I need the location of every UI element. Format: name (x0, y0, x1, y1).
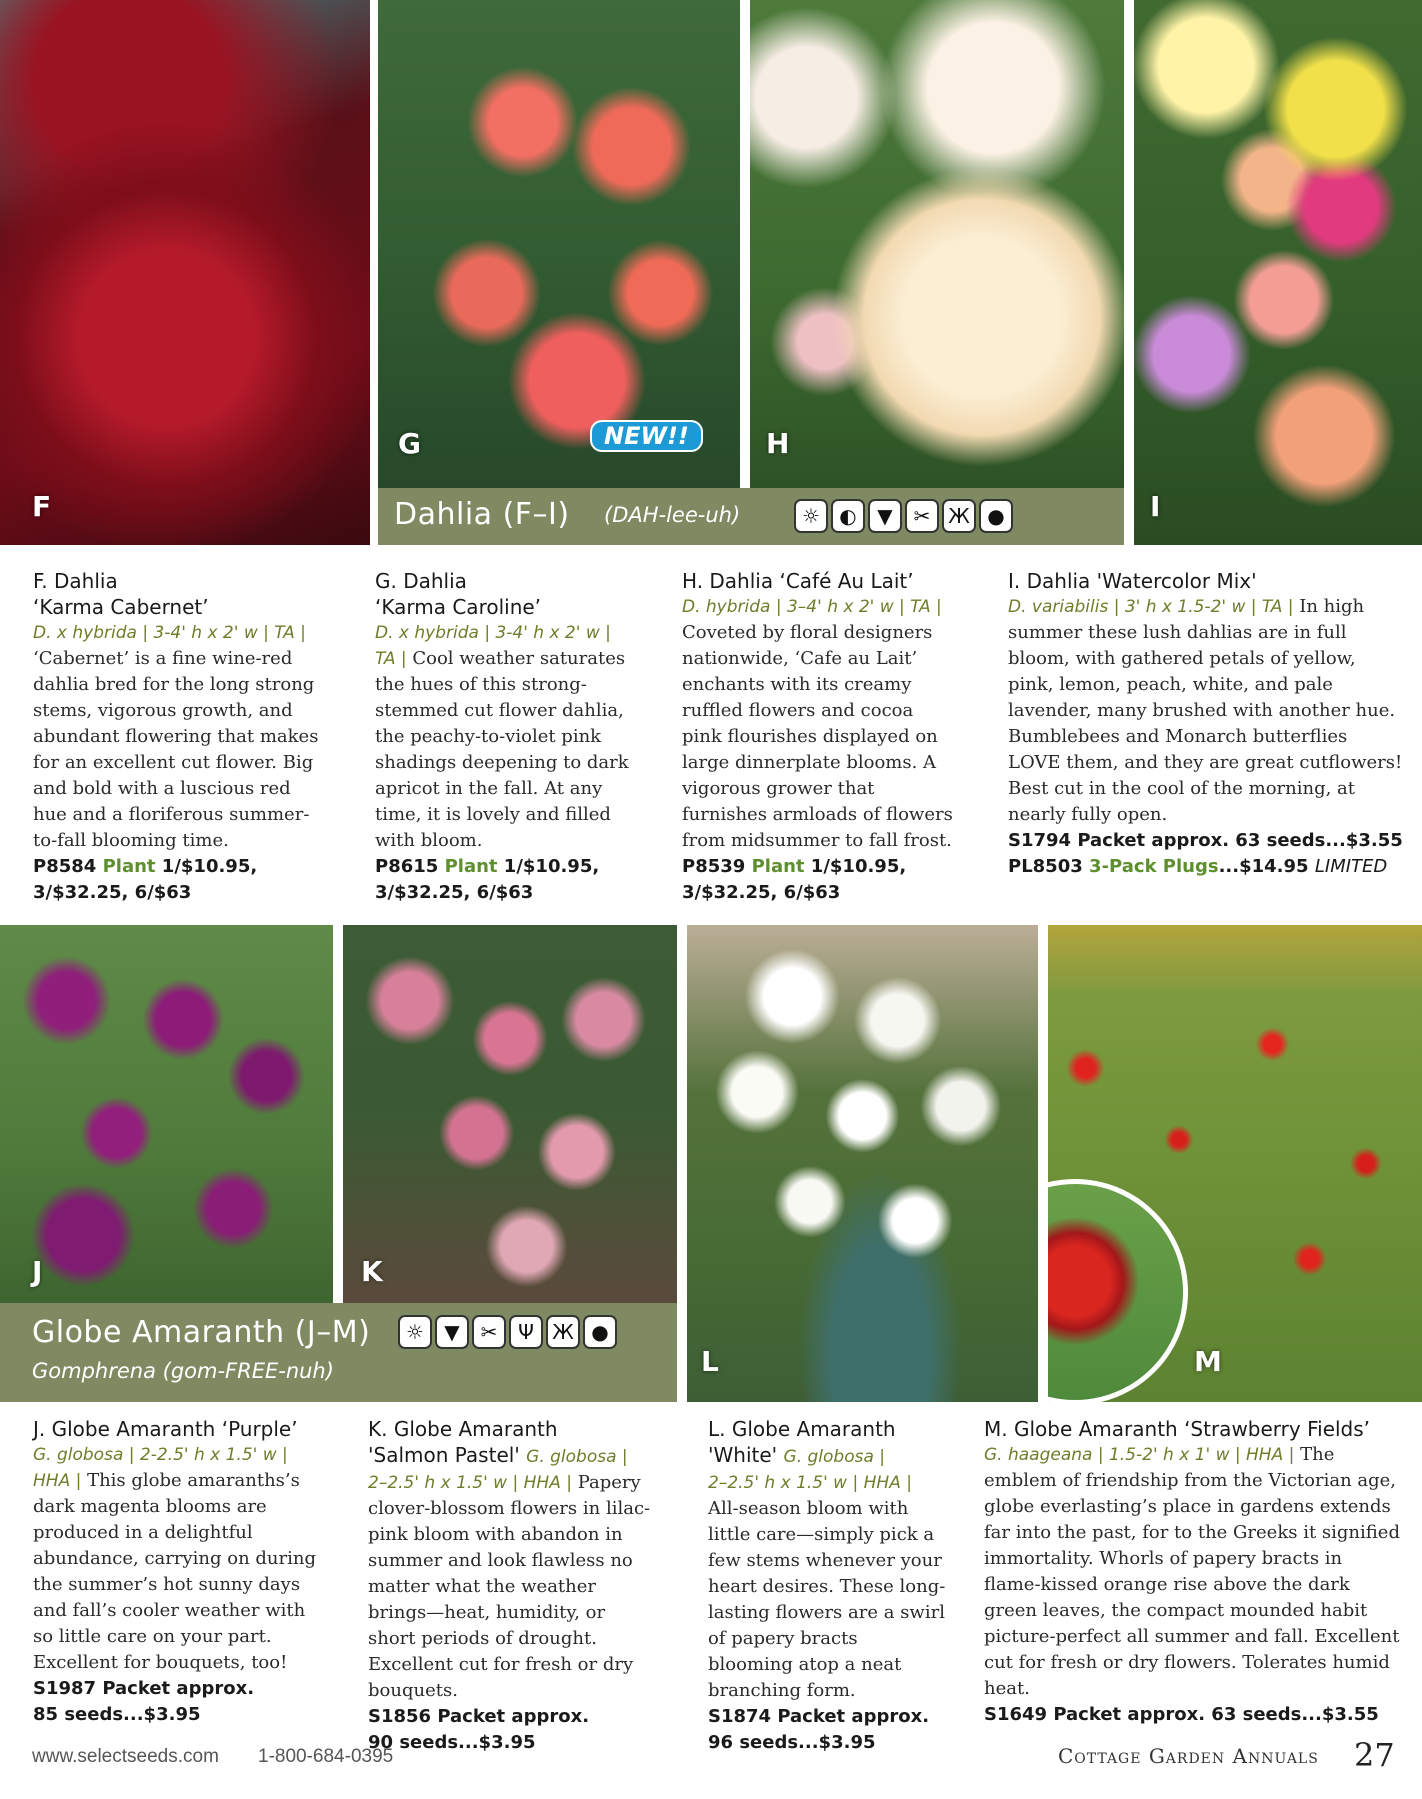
entry-j-order2: 85 seeds...$3.95 (33, 1704, 201, 1725)
entry-g-description (375, 620, 630, 854)
globe-icon-row (398, 1315, 617, 1349)
bee-icon: ● (583, 1315, 617, 1349)
entry-g (375, 568, 630, 906)
entry-g-title-line1: G. Dahlia (375, 569, 467, 593)
entry-i-title: I. Dahlia 'Watercolor Mix' (1008, 569, 1257, 593)
entry-k (368, 1416, 658, 1756)
entry-g-price2: 3/$32.25, 6/$63 (375, 882, 534, 903)
page-number: 27 (1354, 1736, 1395, 1774)
entry-h-type: Plant (751, 856, 805, 877)
globe-amaranth-section-band (0, 1303, 677, 1402)
entry-g-text: Cool weather saturates the hues of this strong-stemmed cut flower dahlia, the peachy-to-violet pink shadings deepening to dark apricot in the fall. At any time, it is lovely and filled with bloom. (375, 648, 629, 851)
sun-icon: ☼ (794, 499, 828, 533)
entry-i-price2: ...$14.95 (1218, 856, 1309, 877)
entry-f-sku: P8584 (33, 856, 97, 877)
butterfly-icon: Ж (942, 499, 976, 533)
entry-g-sku: P8615 (375, 856, 439, 877)
photo-dahlia-cafe-au-lait (750, 0, 1124, 488)
half-sun-icon: ◐ (831, 499, 865, 533)
entry-k-spec: 2–2.5' h x 1.5' w | HHA | (368, 1473, 572, 1493)
entry-h-text: Coveted by floral designers nationwide, ‘Cafe au Lait’ enchants with its creamy ruffled flowers and cocoa pink flourishes displayed on large dinnerplate blooms. A vigorous grower that furnishes armloads of flowers from midsummer to fall frost. (682, 622, 953, 851)
entry-l-description (708, 1470, 948, 1704)
entry-k-order1: S1856 Packet approx. (368, 1706, 590, 1727)
dahlia-section-band (378, 488, 1124, 545)
photo-dahlia-karma-caroline (378, 0, 740, 488)
photo-globe-amaranth-white (687, 925, 1038, 1402)
pot-icon: ▼ (868, 499, 902, 533)
entry-h-spec: D. hybrida | 3–4' h x 2' w | TA | (682, 597, 942, 617)
entry-f-description (33, 620, 323, 854)
entry-f (33, 568, 323, 906)
photo-label-f: F (32, 490, 52, 523)
entry-h-price2: 3/$32.25, 6/$63 (682, 882, 841, 903)
entry-f-spec: D. x hybrida | 3-4' h x 2' w | TA | (33, 623, 306, 643)
entry-f-title-line2: ‘Karma Cabernet’ (33, 595, 209, 619)
pot-icon: ▼ (435, 1315, 469, 1349)
entry-l-order2: 96 seeds...$3.95 (708, 1732, 876, 1753)
entry-k-spec-inline: G. globosa | (526, 1447, 628, 1467)
entry-f-price2: 3/$32.25, 6/$63 (33, 882, 192, 903)
footer-phone: 1-800-684-0395 (258, 1746, 394, 1767)
entry-g-type: Plant (444, 856, 498, 877)
entry-j-text: This globe amaranths’s dark magenta blooms are produced in a delightful abundance, carrying on during the summer’s hot sunny days and fall’s cooler weather with so little care on your part. Excellent for bouquets, too! (33, 1470, 316, 1673)
photo-label-k: K (361, 1255, 383, 1288)
entry-j-description (33, 1442, 323, 1676)
entry-g-price1: 1/$10.95, (503, 856, 600, 877)
globe-amaranth-section-title: Globe Amaranth (J–M) (32, 1315, 371, 1350)
butterfly-icon: Ж (546, 1315, 580, 1349)
cactus-icon: Ψ (509, 1315, 543, 1349)
entry-l (708, 1416, 948, 1756)
entry-g-title-line2: ‘Karma Caroline’ (375, 595, 542, 619)
entry-l-spec: 2–2.5' h x 1.5' w | HHA | (708, 1473, 912, 1493)
photo-dahlia-karma-cabernet (0, 0, 370, 545)
entry-j-spec: G. globosa | 2-2.5' h x 1.5' w | HHA | (33, 1445, 288, 1491)
scissors-icon: ✂ (905, 499, 939, 533)
photo-label-g: G (398, 427, 421, 460)
entry-i-spec: D. variabilis | 3' h x 1.5-2' w | TA | (1008, 597, 1294, 617)
scissors-icon: ✂ (472, 1315, 506, 1349)
entry-i-limited: LIMITED (1314, 856, 1388, 877)
photo-globe-amaranth-salmon-pastel (343, 925, 677, 1303)
entry-h-title: H. Dahlia ‘Café Au Lait’ (682, 569, 914, 593)
entry-l-title-line2 (708, 1442, 948, 1470)
entry-f-title-line1: F. Dahlia (33, 569, 118, 593)
photo-label-j: J (32, 1255, 43, 1288)
photo-globe-amaranth-purple (0, 925, 333, 1303)
entry-h-description (682, 594, 954, 854)
photo-label-m: M (1194, 1345, 1222, 1378)
footer-section-title: Cottage Garden Annuals (1058, 1744, 1319, 1768)
dahlia-section-title: Dahlia (F–I) (394, 497, 570, 532)
entry-k-title-line2 (368, 1442, 658, 1470)
entry-j-title: J. Globe Amaranth ‘Purple’ (33, 1417, 298, 1441)
entry-h-sku: P8539 (682, 856, 746, 877)
entry-m (984, 1416, 1404, 1728)
entry-f-type: Plant (102, 856, 156, 877)
entry-l-title2: 'White' (708, 1443, 778, 1467)
entry-m-description (984, 1442, 1404, 1702)
entry-k-title2: 'Salmon Pastel' (368, 1443, 520, 1467)
entry-l-spec-inline: G. globosa | (783, 1447, 886, 1467)
footer-website[interactable]: www.selectseeds.com (32, 1746, 219, 1767)
entry-j (33, 1416, 323, 1728)
entry-k-title-line1: K. Globe Amaranth (368, 1417, 558, 1441)
photo-dahlia-watercolor-mix (1134, 0, 1422, 545)
photo-globe-amaranth-strawberry-fields (1048, 925, 1422, 1402)
entry-g-spec: D. x hybrida | 3-4' h x 2' w | TA | (375, 623, 611, 669)
photo-label-l: L (701, 1345, 719, 1378)
entry-h-order (682, 854, 954, 880)
entry-l-title-line1: L. Globe Amaranth (708, 1417, 896, 1441)
entry-f-text: ‘Cabernet’ is a fine wine-red dahlia bred for the long strong stems, vigorous growth, and abundant flowering that makes for an excellent cut flower. Big and bold with a luscious red hue and a floriferous summer-to-fall blooming time. (33, 648, 319, 851)
bee-icon: ● (979, 499, 1013, 533)
entry-i-description (1008, 594, 1404, 828)
entry-m-title: M. Globe Amaranth ‘Strawberry Fields’ (984, 1417, 1371, 1441)
photo-label-i: I (1150, 490, 1161, 523)
entry-i (1008, 568, 1404, 880)
photo-label-h: H (766, 427, 790, 460)
entry-m-text: The emblem of friendship from the Victorian age, globe everlasting’s place in gardens extends far into the past, for to the Greeks it signified immortality. Whorls of papery bracts in flame-kissed orange rise above the dark green leaves, the compact mounded habit picture-perfect all summer and fall. Excellent cut for fresh or dry flowers. Tolerates humid heat. (984, 1444, 1400, 1699)
sun-icon: ☼ (398, 1315, 432, 1349)
entry-m-order1: S1649 Packet approx. 63 seeds...$3.55 (984, 1704, 1379, 1725)
entry-i-sku2: PL8503 (1008, 856, 1083, 877)
entry-l-text: All-season bloom with little care—simply pick a few stems whenever your heart desires. These long-lasting flowers are a swirl of papery bracts blooming atop a neat branching form. (708, 1498, 946, 1701)
entry-i-order-plugs (1008, 854, 1404, 880)
entry-g-order (375, 854, 630, 880)
entry-j-order1: S1987 Packet approx. (33, 1678, 255, 1699)
entry-h-price1: 1/$10.95, (810, 856, 907, 877)
entry-m-spec: G. haageana | 1.5-2' h x 1' w | HHA | (984, 1445, 1295, 1465)
globe-amaranth-pronunciation: Gomphrena (gom-FREE-nuh) (32, 1359, 334, 1383)
new-badge: NEW!! (590, 420, 703, 452)
entry-i-text: In high summer these lush dahlias are in full bloom, with gathered petals of yellow, pink, lemon, peach, white, and pale lavender, many brushed with another hue. Bumblebees and Monarch butterflies LOVE them, and they are great cutflowers! Best cut in the cool of the morning, at nearly fully open. (1008, 596, 1403, 825)
entry-k-description (368, 1470, 658, 1704)
entry-i-type2: 3-Pack Plugs (1089, 856, 1219, 877)
entry-f-price1: 1/$10.95, (161, 856, 258, 877)
entry-h (682, 568, 954, 906)
entry-i-order-packet: S1794 Packet approx. 63 seeds...$3.55 (1008, 830, 1403, 851)
strawberry-fields-closeup-inset (1048, 1179, 1188, 1402)
entry-l-order1: S1874 Packet approx. (708, 1706, 930, 1727)
dahlia-icon-row (794, 499, 1013, 533)
dahlia-pronunciation: (DAH-lee-uh) (604, 503, 741, 527)
entry-k-text: Papery clover-blossom flowers in lilac-pink bloom with abandon in summer and look flawless no matter what the weather brings—heat, humidity, or short periods of drought. Excellent cut for fresh or dry bouquets. (368, 1472, 651, 1701)
entry-k-order2: 90 seeds...$3.95 (368, 1732, 536, 1753)
entry-f-order (33, 854, 323, 880)
